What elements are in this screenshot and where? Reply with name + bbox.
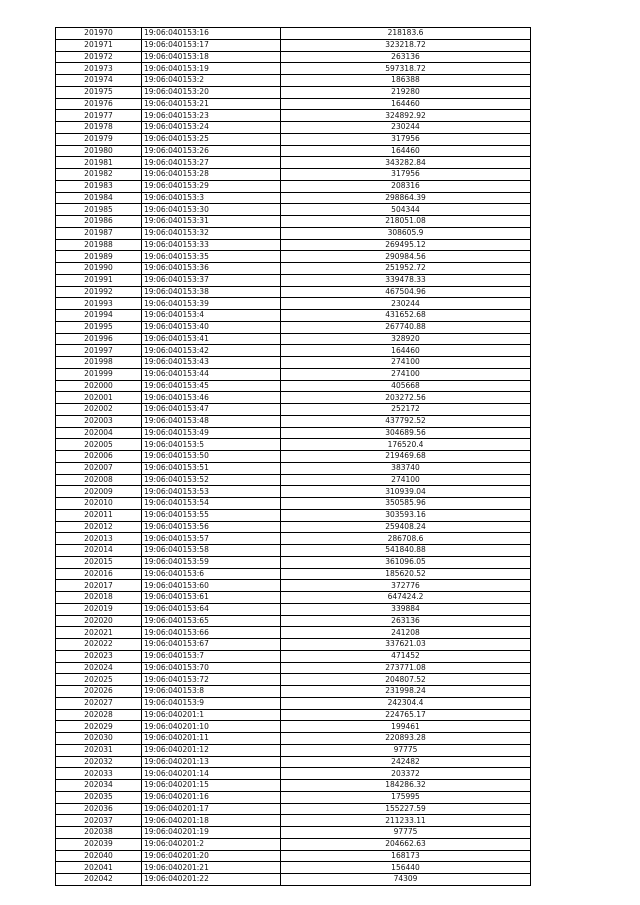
cadastral-number-cell: 19:06:040153:36 xyxy=(142,263,281,275)
value-cell: 218183.6 xyxy=(281,28,531,40)
value-cell: 269495.12 xyxy=(281,239,531,251)
table-row xyxy=(56,803,531,815)
table-row xyxy=(56,850,531,862)
table-row xyxy=(56,310,531,322)
row-number-cell: 202001 xyxy=(56,392,142,404)
row-number-cell: 202029 xyxy=(56,721,142,733)
table-row xyxy=(56,415,531,427)
value-cell: 274100 xyxy=(281,368,531,380)
row-number-cell: 201976 xyxy=(56,98,142,110)
row-number-cell: 202006 xyxy=(56,451,142,463)
table-row xyxy=(56,227,531,239)
table-row xyxy=(56,239,531,251)
value-cell: 74309 xyxy=(281,874,531,886)
value-cell: 186388 xyxy=(281,75,531,87)
table-row xyxy=(56,439,531,451)
cadastral-number-cell: 19:06:040153:8 xyxy=(142,686,281,698)
row-number-cell: 202041 xyxy=(56,862,142,874)
value-cell: 219469.68 xyxy=(281,451,531,463)
cadastral-number-cell: 19:06:040153:21 xyxy=(142,98,281,110)
table-row xyxy=(56,98,531,110)
table-row xyxy=(56,368,531,380)
table-row xyxy=(56,674,531,686)
cadastral-number-cell: 19:06:040153:27 xyxy=(142,157,281,169)
table-row xyxy=(56,451,531,463)
table-row xyxy=(56,216,531,228)
row-number-cell: 202036 xyxy=(56,803,142,815)
row-number-cell: 201979 xyxy=(56,133,142,145)
table-row xyxy=(56,744,531,756)
table-row xyxy=(56,756,531,768)
value-cell: 405668 xyxy=(281,380,531,392)
row-number-cell: 201986 xyxy=(56,216,142,228)
row-number-cell: 201978 xyxy=(56,122,142,134)
table-row xyxy=(56,686,531,698)
cadastral-number-cell: 19:06:040153:35 xyxy=(142,251,281,263)
value-cell: 259408.24 xyxy=(281,521,531,533)
value-cell: 97775 xyxy=(281,744,531,756)
row-number-cell: 201971 xyxy=(56,39,142,51)
cadastral-number-cell: 19:06:040153:38 xyxy=(142,286,281,298)
value-cell: 184286.32 xyxy=(281,780,531,792)
row-number-cell: 202040 xyxy=(56,850,142,862)
value-cell: 168173 xyxy=(281,850,531,862)
table-row xyxy=(56,827,531,839)
table-row xyxy=(56,709,531,721)
row-number-cell: 202035 xyxy=(56,791,142,803)
cadastral-number-cell: 19:06:040201:2 xyxy=(142,838,281,850)
cadastral-number-cell: 19:06:040153:45 xyxy=(142,380,281,392)
cadastral-number-cell: 19:06:040153:5 xyxy=(142,439,281,451)
value-cell: 204807.52 xyxy=(281,674,531,686)
table-row xyxy=(56,404,531,416)
value-cell: 185620.52 xyxy=(281,568,531,580)
cadastral-number-cell: 19:06:040153:60 xyxy=(142,580,281,592)
cadastral-number-cell: 19:06:040153:70 xyxy=(142,662,281,674)
cadastral-number-cell: 19:06:040153:47 xyxy=(142,404,281,416)
value-cell: 208316 xyxy=(281,180,531,192)
cadastral-number-cell: 19:06:040201:18 xyxy=(142,815,281,827)
value-cell: 504344 xyxy=(281,204,531,216)
cadastral-number-cell: 19:06:040153:19 xyxy=(142,63,281,75)
value-cell: 274100 xyxy=(281,474,531,486)
cadastral-number-cell: 19:06:040153:57 xyxy=(142,533,281,545)
table-row xyxy=(56,110,531,122)
row-number-cell: 201972 xyxy=(56,51,142,63)
value-cell: 361096.05 xyxy=(281,556,531,568)
value-cell: 218051.08 xyxy=(281,216,531,228)
cadastral-number-cell: 19:06:040153:20 xyxy=(142,86,281,98)
row-number-cell: 202025 xyxy=(56,674,142,686)
row-number-cell: 202020 xyxy=(56,615,142,627)
table-row xyxy=(56,592,531,604)
value-cell: 431652.68 xyxy=(281,310,531,322)
cadastral-number-cell: 19:06:040153:7 xyxy=(142,650,281,662)
table-row xyxy=(56,662,531,674)
value-cell: 155227.59 xyxy=(281,803,531,815)
cadastral-number-cell: 19:06:040153:56 xyxy=(142,521,281,533)
cadastral-number-cell: 19:06:040201:22 xyxy=(142,874,281,886)
value-cell: 339884 xyxy=(281,603,531,615)
cadastral-number-cell: 19:06:040153:2 xyxy=(142,75,281,87)
row-number-cell: 202010 xyxy=(56,498,142,510)
cadastral-number-cell: 19:06:040153:4 xyxy=(142,310,281,322)
row-number-cell: 201982 xyxy=(56,169,142,181)
table-row xyxy=(56,568,531,580)
value-cell: 273771.08 xyxy=(281,662,531,674)
row-number-cell: 202027 xyxy=(56,697,142,709)
row-number-cell: 202022 xyxy=(56,639,142,651)
cadastral-number-cell: 19:06:040153:25 xyxy=(142,133,281,145)
row-number-cell: 201988 xyxy=(56,239,142,251)
cadastral-number-cell: 19:06:040153:49 xyxy=(142,427,281,439)
value-cell: 204662.63 xyxy=(281,838,531,850)
cadastral-number-cell: 19:06:040153:72 xyxy=(142,674,281,686)
cadastral-number-cell: 19:06:040153:40 xyxy=(142,321,281,333)
value-cell: 241208 xyxy=(281,627,531,639)
cadastral-number-cell: 19:06:040153:30 xyxy=(142,204,281,216)
row-number-cell: 201970 xyxy=(56,28,142,40)
table-row xyxy=(56,545,531,557)
value-cell: 310939.04 xyxy=(281,486,531,498)
cadastral-number-cell: 19:06:040153:26 xyxy=(142,145,281,157)
cadastral-number-cell: 19:06:040153:64 xyxy=(142,603,281,615)
row-number-cell: 202026 xyxy=(56,686,142,698)
value-cell: 337621.03 xyxy=(281,639,531,651)
row-number-cell: 202015 xyxy=(56,556,142,568)
cadastral-number-cell: 19:06:040153:39 xyxy=(142,298,281,310)
cadastral-number-cell: 19:06:040153:67 xyxy=(142,639,281,651)
cadastral-number-cell: 19:06:040153:42 xyxy=(142,345,281,357)
table-row xyxy=(56,392,531,404)
table-row xyxy=(56,650,531,662)
table-row xyxy=(56,815,531,827)
value-cell: 303593.16 xyxy=(281,509,531,521)
cadastral-number-cell: 19:06:040153:33 xyxy=(142,239,281,251)
value-cell: 541840.88 xyxy=(281,545,531,557)
table-row xyxy=(56,274,531,286)
table-row xyxy=(56,28,531,40)
row-number-cell: 201995 xyxy=(56,321,142,333)
cadastral-number-cell: 19:06:040153:50 xyxy=(142,451,281,463)
cadastral-number-cell: 19:06:040153:18 xyxy=(142,51,281,63)
table-row xyxy=(56,321,531,333)
value-cell: 164460 xyxy=(281,145,531,157)
table-row xyxy=(56,603,531,615)
cadastral-number-cell: 19:06:040153:54 xyxy=(142,498,281,510)
table-row xyxy=(56,298,531,310)
row-number-cell: 201973 xyxy=(56,63,142,75)
row-number-cell: 201985 xyxy=(56,204,142,216)
value-cell: 328920 xyxy=(281,333,531,345)
row-number-cell: 201974 xyxy=(56,75,142,87)
table-row xyxy=(56,157,531,169)
value-cell: 203272.56 xyxy=(281,392,531,404)
value-cell: 199461 xyxy=(281,721,531,733)
row-number-cell: 202004 xyxy=(56,427,142,439)
value-cell: 471452 xyxy=(281,650,531,662)
table-row xyxy=(56,192,531,204)
value-cell: 383740 xyxy=(281,462,531,474)
row-number-cell: 201984 xyxy=(56,192,142,204)
value-cell: 164460 xyxy=(281,345,531,357)
cadastral-number-cell: 19:06:040153:16 xyxy=(142,28,281,40)
row-number-cell: 202012 xyxy=(56,521,142,533)
table-row xyxy=(56,263,531,275)
table-row xyxy=(56,615,531,627)
cadastral-number-cell: 19:06:040153:52 xyxy=(142,474,281,486)
value-cell: 97775 xyxy=(281,827,531,839)
row-number-cell: 201998 xyxy=(56,357,142,369)
cadastral-number-cell: 19:06:040153:37 xyxy=(142,274,281,286)
cadastral-number-cell: 19:06:040153:3 xyxy=(142,192,281,204)
value-cell: 224765.17 xyxy=(281,709,531,721)
value-cell: 317956 xyxy=(281,133,531,145)
row-number-cell: 202037 xyxy=(56,815,142,827)
table-row xyxy=(56,86,531,98)
cadastral-number-cell: 19:06:040153:53 xyxy=(142,486,281,498)
table-row xyxy=(56,63,531,75)
value-cell: 343282.84 xyxy=(281,157,531,169)
table-row xyxy=(56,874,531,886)
row-number-cell: 201989 xyxy=(56,251,142,263)
table-row xyxy=(56,838,531,850)
cadastral-number-cell: 19:06:040153:44 xyxy=(142,368,281,380)
row-number-cell: 201981 xyxy=(56,157,142,169)
cadastral-number-cell: 19:06:040201:10 xyxy=(142,721,281,733)
row-number-cell: 202011 xyxy=(56,509,142,521)
value-cell: 220893.28 xyxy=(281,733,531,745)
table-row xyxy=(56,333,531,345)
value-cell: 317956 xyxy=(281,169,531,181)
cadastral-value-table xyxy=(55,27,531,886)
value-cell: 231998.24 xyxy=(281,686,531,698)
value-cell: 267740.88 xyxy=(281,321,531,333)
cadastral-number-cell: 19:06:040201:21 xyxy=(142,862,281,874)
cadastral-number-cell: 19:06:040201:1 xyxy=(142,709,281,721)
cadastral-number-cell: 19:06:040153:59 xyxy=(142,556,281,568)
row-number-cell: 202033 xyxy=(56,768,142,780)
row-number-cell: 202031 xyxy=(56,744,142,756)
value-cell: 263136 xyxy=(281,615,531,627)
row-number-cell: 201994 xyxy=(56,310,142,322)
table-row xyxy=(56,251,531,263)
table-row xyxy=(56,733,531,745)
row-number-cell: 202030 xyxy=(56,733,142,745)
table-row xyxy=(56,427,531,439)
cadastral-number-cell: 19:06:040153:23 xyxy=(142,110,281,122)
row-number-cell: 202021 xyxy=(56,627,142,639)
row-number-cell: 201999 xyxy=(56,368,142,380)
value-cell: 467504.96 xyxy=(281,286,531,298)
value-cell: 339478.33 xyxy=(281,274,531,286)
row-number-cell: 202042 xyxy=(56,874,142,886)
table-row xyxy=(56,39,531,51)
cadastral-number-cell: 19:06:040201:13 xyxy=(142,756,281,768)
table-row xyxy=(56,474,531,486)
value-cell: 308605.9 xyxy=(281,227,531,239)
cadastral-number-cell: 19:06:040153:29 xyxy=(142,180,281,192)
table-row xyxy=(56,357,531,369)
table-row xyxy=(56,697,531,709)
value-cell: 230244 xyxy=(281,122,531,134)
cadastral-number-cell: 19:06:040153:24 xyxy=(142,122,281,134)
row-number-cell: 201996 xyxy=(56,333,142,345)
value-cell: 219280 xyxy=(281,86,531,98)
value-cell: 274100 xyxy=(281,357,531,369)
row-number-cell: 202024 xyxy=(56,662,142,674)
table-row xyxy=(56,556,531,568)
cadastral-number-cell: 19:06:040153:48 xyxy=(142,415,281,427)
cadastral-number-cell: 19:06:040153:51 xyxy=(142,462,281,474)
cadastral-number-cell: 19:06:040153:9 xyxy=(142,697,281,709)
row-number-cell: 202016 xyxy=(56,568,142,580)
row-number-cell: 202028 xyxy=(56,709,142,721)
table-row xyxy=(56,75,531,87)
value-cell: 372776 xyxy=(281,580,531,592)
row-number-cell: 202019 xyxy=(56,603,142,615)
table-row xyxy=(56,51,531,63)
cadastral-number-cell: 19:06:040201:19 xyxy=(142,827,281,839)
table-row xyxy=(56,133,531,145)
cadastral-number-cell: 19:06:040153:55 xyxy=(142,509,281,521)
table-row xyxy=(56,122,531,134)
row-number-cell: 201987 xyxy=(56,227,142,239)
row-number-cell: 201983 xyxy=(56,180,142,192)
row-number-cell: 202032 xyxy=(56,756,142,768)
row-number-cell: 202017 xyxy=(56,580,142,592)
value-cell: 156440 xyxy=(281,862,531,874)
table-row xyxy=(56,533,531,545)
value-cell: 323218.72 xyxy=(281,39,531,51)
table-row xyxy=(56,380,531,392)
cadastral-number-cell: 19:06:040201:16 xyxy=(142,791,281,803)
table-row xyxy=(56,169,531,181)
cadastral-number-cell: 19:06:040153:58 xyxy=(142,545,281,557)
table-row xyxy=(56,286,531,298)
table-row xyxy=(56,627,531,639)
value-cell: 286708.6 xyxy=(281,533,531,545)
table-row xyxy=(56,521,531,533)
value-cell: 230244 xyxy=(281,298,531,310)
cadastral-number-cell: 19:06:040153:66 xyxy=(142,627,281,639)
table-body xyxy=(56,28,531,886)
value-cell: 251952.72 xyxy=(281,263,531,275)
row-number-cell: 201997 xyxy=(56,345,142,357)
table-row xyxy=(56,204,531,216)
row-number-cell: 202018 xyxy=(56,592,142,604)
cadastral-number-cell: 19:06:040153:32 xyxy=(142,227,281,239)
value-cell: 437792.52 xyxy=(281,415,531,427)
cadastral-number-cell: 19:06:040201:20 xyxy=(142,850,281,862)
row-number-cell: 202013 xyxy=(56,533,142,545)
row-number-cell: 202000 xyxy=(56,380,142,392)
row-number-cell: 201993 xyxy=(56,298,142,310)
table-row xyxy=(56,498,531,510)
row-number-cell: 201991 xyxy=(56,274,142,286)
cadastral-number-cell: 19:06:040153:46 xyxy=(142,392,281,404)
cadastral-number-cell: 19:06:040153:28 xyxy=(142,169,281,181)
row-number-cell: 202023 xyxy=(56,650,142,662)
cadastral-number-cell: 19:06:040201:17 xyxy=(142,803,281,815)
value-cell: 242482 xyxy=(281,756,531,768)
value-cell: 298864.39 xyxy=(281,192,531,204)
table-row xyxy=(56,721,531,733)
cadastral-number-cell: 19:06:040201:12 xyxy=(142,744,281,756)
row-number-cell: 202005 xyxy=(56,439,142,451)
table-row xyxy=(56,180,531,192)
row-number-cell: 202008 xyxy=(56,474,142,486)
table-row xyxy=(56,791,531,803)
value-cell: 350585.96 xyxy=(281,498,531,510)
value-cell: 324892.92 xyxy=(281,110,531,122)
row-number-cell: 202007 xyxy=(56,462,142,474)
value-cell: 211233.11 xyxy=(281,815,531,827)
cadastral-number-cell: 19:06:040153:17 xyxy=(142,39,281,51)
value-cell: 597318.72 xyxy=(281,63,531,75)
table-row xyxy=(56,862,531,874)
cadastral-number-cell: 19:06:040201:14 xyxy=(142,768,281,780)
cadastral-number-cell: 19:06:040153:65 xyxy=(142,615,281,627)
row-number-cell: 202039 xyxy=(56,838,142,850)
row-number-cell: 201990 xyxy=(56,263,142,275)
value-cell: 175995 xyxy=(281,791,531,803)
value-cell: 164460 xyxy=(281,98,531,110)
cadastral-number-cell: 19:06:040201:11 xyxy=(142,733,281,745)
cadastral-number-cell: 19:06:040153:31 xyxy=(142,216,281,228)
row-number-cell: 202038 xyxy=(56,827,142,839)
value-cell: 252172 xyxy=(281,404,531,416)
value-cell: 176520.4 xyxy=(281,439,531,451)
table-row xyxy=(56,462,531,474)
value-cell: 290984.56 xyxy=(281,251,531,263)
value-cell: 242304.4 xyxy=(281,697,531,709)
row-number-cell: 201992 xyxy=(56,286,142,298)
table-row xyxy=(56,780,531,792)
table-row xyxy=(56,580,531,592)
cadastral-number-cell: 19:06:040153:6 xyxy=(142,568,281,580)
table-row xyxy=(56,486,531,498)
value-cell: 647424.2 xyxy=(281,592,531,604)
value-cell: 203372 xyxy=(281,768,531,780)
cadastral-number-cell: 19:06:040153:43 xyxy=(142,357,281,369)
value-cell: 263136 xyxy=(281,51,531,63)
value-cell: 304689.56 xyxy=(281,427,531,439)
row-number-cell: 202014 xyxy=(56,545,142,557)
row-number-cell: 202034 xyxy=(56,780,142,792)
row-number-cell: 201977 xyxy=(56,110,142,122)
table-row xyxy=(56,639,531,651)
cadastral-number-cell: 19:06:040153:61 xyxy=(142,592,281,604)
table-row xyxy=(56,768,531,780)
cadastral-number-cell: 19:06:040201:15 xyxy=(142,780,281,792)
row-number-cell: 202009 xyxy=(56,486,142,498)
row-number-cell: 202003 xyxy=(56,415,142,427)
row-number-cell: 202002 xyxy=(56,404,142,416)
cadastral-number-cell: 19:06:040153:41 xyxy=(142,333,281,345)
table-row xyxy=(56,345,531,357)
table-row xyxy=(56,145,531,157)
table-row xyxy=(56,509,531,521)
row-number-cell: 201980 xyxy=(56,145,142,157)
row-number-cell: 201975 xyxy=(56,86,142,98)
